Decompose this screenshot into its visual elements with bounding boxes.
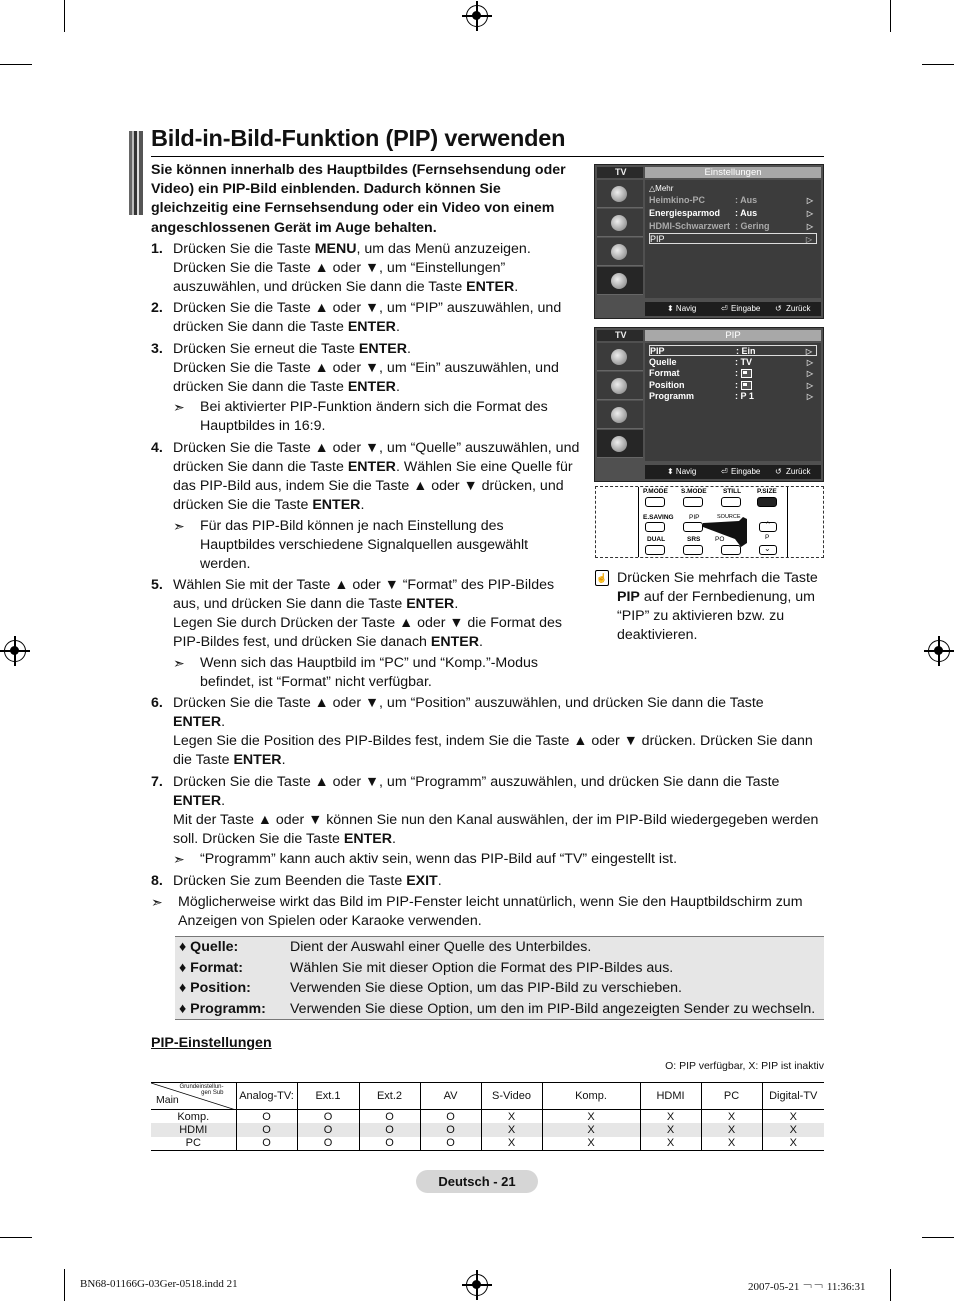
osd-row-key: PIP <box>650 234 665 244</box>
step-text: Wählen Sie mit der Taste ▲ oder ▼ “Format” des PIP-Bildes aus, und drücken Sie dann die Taste ENTER. Legen Sie durch Drücken der Taste ▲ oder ▼ die Format des PIP-Bildes fest, und drücken Sie danach ENTER. <box>173 577 563 650</box>
footer-timestamp: 2007-05-21 ￢￢ 11:36:31 <box>748 1281 866 1293</box>
column-header: Ext.1 <box>297 1083 359 1110</box>
table-cell: X <box>701 1123 762 1137</box>
osd-more-label: △Mehr <box>649 184 674 193</box>
column-header: S-Video <box>481 1083 542 1110</box>
definition-term: ♦ Format: <box>179 959 243 976</box>
note-text: “Programm” kann auch aktiv sein, wenn das PIP-Bild auf “TV” eingestellt ist. <box>200 851 678 867</box>
osd-row-key: Energiesparmod <box>649 208 721 218</box>
note-text: Bei aktivierter PIP-Funktion ändern sich die Format des Hauptbildes in 16:9. <box>200 399 548 434</box>
crop-mark <box>890 1269 891 1301</box>
remote-label: DUAL <box>647 536 666 543</box>
chevron-right-icon: ▷ <box>806 209 813 218</box>
chevron-right-icon: ▷ <box>806 369 813 378</box>
step-number: 3. <box>151 341 163 357</box>
step-number: 4. <box>151 440 163 456</box>
crop-mark <box>0 64 32 65</box>
chevron-right-icon: ▷ <box>806 196 813 205</box>
step-text: Drücken Sie die Taste MENU, um das Menü anzuzeigen. Drücken Sie die Taste ▲ oder ▼, um “Einstellungen” auszuwählen, und drücken Sie dann die Taste ENTER. <box>173 241 531 295</box>
chevron-right-icon: ▷ <box>805 235 812 244</box>
osd-row <box>649 221 817 232</box>
step-number: 5. <box>151 577 163 593</box>
table-cell: O <box>297 1137 359 1151</box>
note-text: Für das PIP-Bild können je nach Einstellung des Hauptbildes verschiedene Signalquellen ausgewählt werden. <box>200 518 529 572</box>
title-rule <box>151 156 824 157</box>
page-title: Bild-in-Bild-Funktion (PIP) verwenden <box>151 125 566 151</box>
step-number: 6. <box>151 695 163 711</box>
osd-navig: ⬍ Navig <box>667 304 697 313</box>
osd-row-key: Heimkino-PC <box>649 195 706 205</box>
arrow-icon: ➣ <box>173 399 185 415</box>
arrow-icon: ➣ <box>173 851 185 867</box>
chevron-right-icon: ▷ <box>806 381 813 390</box>
remote-label: P.SIZE <box>757 488 777 495</box>
remote-label: SRS <box>687 536 701 543</box>
arrow-icon: ➣ <box>173 655 185 671</box>
pip-position-icon <box>741 380 752 391</box>
remote-label: PIP <box>689 514 700 521</box>
chevron-right-icon: ▷ <box>806 392 813 401</box>
table-row <box>151 1123 824 1137</box>
definition-term: ♦ Programm: <box>179 1000 266 1017</box>
column-header: Komp. <box>542 1083 640 1110</box>
step-number: 7. <box>151 774 163 790</box>
osd-row <box>649 208 817 219</box>
table-cell: X <box>542 1123 640 1137</box>
table-cell: X <box>481 1123 542 1137</box>
pip-size-icon <box>741 368 752 379</box>
sound-icon <box>597 372 643 400</box>
table-cell: X <box>542 1137 640 1151</box>
corner-sub-line: Grundeinstellun- <box>179 1084 224 1090</box>
registration-mark-icon <box>466 1274 488 1296</box>
return-icon: ↺ <box>775 304 782 313</box>
definition-row <box>175 978 824 999</box>
table-cell: X <box>762 1123 824 1137</box>
osd-enter: Eingabe <box>731 467 761 476</box>
table-row <box>151 1110 824 1124</box>
picture-icon <box>597 343 643 371</box>
osd-row-value: : P 1 <box>735 391 754 401</box>
settings-icon <box>597 267 643 295</box>
remote-label: P.MODE <box>643 488 668 495</box>
page-number: Deutsch - 21 <box>416 1170 538 1193</box>
osd-row-value: : Gering <box>735 221 770 231</box>
arrow-icon: ➣ <box>173 518 185 534</box>
osd-row <box>649 368 817 379</box>
row-label: HDMI <box>151 1123 236 1137</box>
settings-icon <box>597 430 643 458</box>
osd-settings-menu <box>594 164 824 319</box>
column-header: AV <box>420 1083 481 1110</box>
step-number: 2. <box>151 300 163 316</box>
table-cell: O <box>420 1137 481 1151</box>
definition-text: Dient der Auswahl einer Quelle des Unterbildes. <box>290 939 592 955</box>
column-header: Digital-TV <box>762 1083 824 1110</box>
definition-text: Verwenden Sie diese Option, um das PIP-Bild zu verschieben. <box>290 980 682 996</box>
arrow-icon: ➣ <box>151 894 163 910</box>
step-text: Drücken Sie die Taste ▲ oder ▼, um “Position” auszuwählen, und drücken Sie dann die Taste ENTER. Legen Sie die Position des PIP-Bildes fest, indem Sie die Taste ▲ oder ▼ drücken. Drücken Sie dann die Taste ENTER. <box>173 695 813 768</box>
channel-icon <box>597 238 643 266</box>
pointer-hand-icon <box>701 513 761 553</box>
table-cell: O <box>297 1123 359 1137</box>
crop-mark <box>0 1237 32 1238</box>
table-cell: O <box>359 1110 420 1124</box>
definition-row <box>175 999 824 1020</box>
step-text: Drücken Sie die Taste ▲ oder ▼, um “PIP” auszuwählen, und drücken Sie dann die Taste ENTER. <box>173 300 562 335</box>
osd-row-value: : Ein <box>736 346 756 356</box>
corner-sub-line: gen Sub <box>201 1090 224 1096</box>
osd-more <box>649 183 817 194</box>
smode-key <box>683 497 703 507</box>
crop-mark <box>922 1237 954 1238</box>
title-decoration <box>129 131 143 215</box>
table-header-row <box>151 1083 824 1110</box>
osd-row-key: HDMI-Schwarzwert <box>649 221 731 231</box>
osd-row <box>649 380 817 391</box>
table-cell: X <box>481 1110 542 1124</box>
osd-row <box>649 391 817 402</box>
srs-key <box>683 545 703 555</box>
chevron-right-icon: ▷ <box>806 358 813 367</box>
note-text: Möglicherweise wirkt das Bild im PIP-Fenster leicht unnatürlich, wenn Sie den Hauptbildschirm zum Anzeigen von Spielen oder Karaoke verwenden. <box>178 894 803 929</box>
osd-navig: ⬍ Navig <box>667 467 697 476</box>
pmode-key <box>645 497 665 507</box>
table-cell: O <box>236 1137 297 1151</box>
enter-icon: ⏎ <box>721 304 728 313</box>
pip-settings-heading: PIP-Einstellungen <box>151 1035 272 1051</box>
table-cell: X <box>701 1110 762 1124</box>
step-number: 8. <box>151 873 163 889</box>
pip-key <box>683 522 703 532</box>
osd-back: Zurück <box>786 304 811 313</box>
registration-mark-icon <box>466 5 488 27</box>
osd-header: Einstellungen <box>645 167 821 178</box>
osd-row-selected <box>649 233 817 244</box>
osd-row-value: : Aus <box>735 208 758 218</box>
osd-row <box>649 357 817 368</box>
remote-label: P <box>765 534 770 541</box>
corner-main-label: Main <box>156 1094 179 1106</box>
row-label: Komp. <box>177 1110 210 1123</box>
osd-row-key: Position <box>649 380 685 390</box>
table-cell: X <box>762 1137 824 1151</box>
column-header: Analog-TV: <box>236 1083 297 1110</box>
definition-text: Wählen Sie mit dieser Option die Format des PIP-Bildes aus. <box>290 959 674 976</box>
definition-row <box>175 958 824 979</box>
osd-footer <box>645 302 821 316</box>
footer-file-info: BN68-01166G-03Ger-0518.indd 21 <box>80 1278 238 1290</box>
table-corner-cell <box>151 1083 236 1110</box>
osd-header: PIP <box>645 330 821 341</box>
table-cell: X <box>640 1137 701 1151</box>
channel-up-key <box>759 522 777 532</box>
table-cell: O <box>420 1123 481 1137</box>
channel-icon <box>597 401 643 429</box>
step-text: Drücken Sie erneut die Taste ENTER. Drücken Sie die Taste ▲ oder ▼, um “Ein” auszuwählen, und drücken Sie dann die Taste ENTER. <box>173 341 559 395</box>
table-cell: X <box>701 1137 762 1151</box>
row-label: PC <box>151 1137 236 1151</box>
osd-row-selected <box>649 345 817 356</box>
osd-tv-label: TV <box>597 167 643 178</box>
step-text: Drücken Sie die Taste ▲ oder ▼, um “Quelle” auszuwählen, und drücken Sie dann die Taste ENTER. Wählen Sie eine Quelle für das PIP-Bild aus, indem Sie die Taste ▲ oder ▼ drücken, und drücken Sie die Taste ENTER. <box>173 440 580 513</box>
step-number: 1. <box>151 241 163 257</box>
table-cell: O <box>236 1123 297 1137</box>
table-cell: X <box>762 1110 824 1124</box>
chevron-down-icon: ⌄ <box>764 544 771 553</box>
table-cell: O <box>359 1137 420 1151</box>
osd-pip-menu <box>594 327 824 482</box>
osd-sidebar <box>597 343 643 463</box>
note-text: Wenn sich das Hauptbild im “PC” und “Komp.”-Modus befindet, ist “Format” nicht verfügbar. <box>200 655 539 690</box>
table-cell: O <box>297 1110 359 1124</box>
table-cell: X <box>640 1110 701 1124</box>
table-cell: O <box>236 1110 297 1124</box>
osd-enter: Eingabe <box>731 304 761 313</box>
channel-down-key <box>759 545 777 555</box>
definition-term: ♦ Quelle: <box>179 939 239 955</box>
remote-control-illustration <box>595 486 824 558</box>
sound-icon <box>597 209 643 237</box>
enter-icon: ⏎ <box>721 467 728 476</box>
osd-footer <box>645 465 821 479</box>
corner-sub-label <box>179 1084 223 1096</box>
osd-row-value: : <box>735 380 738 390</box>
table-cell: X <box>481 1137 542 1151</box>
hand-icon: ☝ <box>595 570 609 586</box>
chevron-right-icon: ▷ <box>806 222 813 231</box>
remote-label: S.MODE <box>681 488 707 495</box>
osd-row-key: Programm <box>649 391 695 401</box>
step-text: Drücken Sie die Taste ▲ oder ▼, um “Programm” auszuwählen, und drücken Sie dann die Taste ENTER. Mit der Taste ▲ oder ▼ können Sie nun den Kanal auswählen, der im PIP-Bild wiedergegeben werden soll. Drücken Sie die Taste ENTER. <box>173 774 819 847</box>
table-legend: O: PIP verfügbar, X: PIP ist inaktiv <box>665 1060 824 1072</box>
column-header: Ext.2 <box>359 1083 420 1110</box>
remote-label: E.SAVING <box>643 514 674 521</box>
osd-sidebar <box>597 180 643 300</box>
step-text: Drücken Sie zum Beenden die Taste EXIT. <box>173 873 442 889</box>
definition-table <box>175 936 824 1020</box>
still-key <box>721 497 741 507</box>
crop-mark <box>64 1269 65 1301</box>
remote-label: SOURCE <box>717 514 741 520</box>
table-cell: O <box>359 1123 420 1137</box>
registration-mark-icon <box>4 640 26 662</box>
osd-back: Zurück <box>786 467 811 476</box>
chevron-right-icon: ▷ <box>805 347 812 356</box>
osd-row <box>649 195 817 206</box>
picture-icon <box>597 180 643 208</box>
column-header: PC <box>701 1083 762 1110</box>
osd-row-key: PIP <box>650 346 665 356</box>
osd-row-value: : <box>735 368 738 378</box>
remote-label: PO <box>715 536 725 543</box>
side-note-text: Drücken Sie mehrfach die Taste PIP auf der Fernbedienung, um “PIP” zu aktivieren bzw. zu deaktivieren. <box>617 570 818 643</box>
definition-term: ♦ Position: <box>179 980 251 996</box>
table-cell: X <box>640 1123 701 1137</box>
crop-mark <box>890 0 891 32</box>
osd-row-value: : TV <box>735 357 752 367</box>
osd-row-key: Quelle <box>649 357 677 367</box>
remote-body <box>638 487 788 557</box>
table-row <box>151 1137 824 1151</box>
definition-text: Verwenden Sie diese Option, um den im PIP-Bild angezeigten Sender zu wechseln. <box>290 1000 816 1017</box>
crop-mark <box>922 64 954 65</box>
psize-key <box>757 497 777 507</box>
chevron-up-icon: ⌃ <box>764 520 772 530</box>
crop-mark <box>64 0 65 32</box>
osd-row-value: : Aus <box>735 195 758 205</box>
definition-row <box>175 937 824 958</box>
column-header: HDMI <box>640 1083 701 1110</box>
osd-tv-label: TV <box>597 330 643 341</box>
remote-label: STILL <box>723 488 742 495</box>
osd-row-key: Format <box>649 368 680 378</box>
dual-key <box>645 545 665 555</box>
esaving-key <box>645 522 665 532</box>
table-cell: O <box>420 1110 481 1124</box>
registration-mark-icon <box>928 640 950 662</box>
pip-compatibility-table <box>151 1082 824 1151</box>
return-icon: ↺ <box>775 467 782 476</box>
intro-paragraph: Sie können innerhalb des Hauptbildes (Fernsehsendung oder Video) ein PIP-Bild einblenden. Dadurch können Sie gleichzeitig eine Fernsehsendung oder ein Video von einem angeschlossenen Gerät im Auge behalten. <box>151 162 566 236</box>
table-cell: X <box>542 1110 640 1124</box>
